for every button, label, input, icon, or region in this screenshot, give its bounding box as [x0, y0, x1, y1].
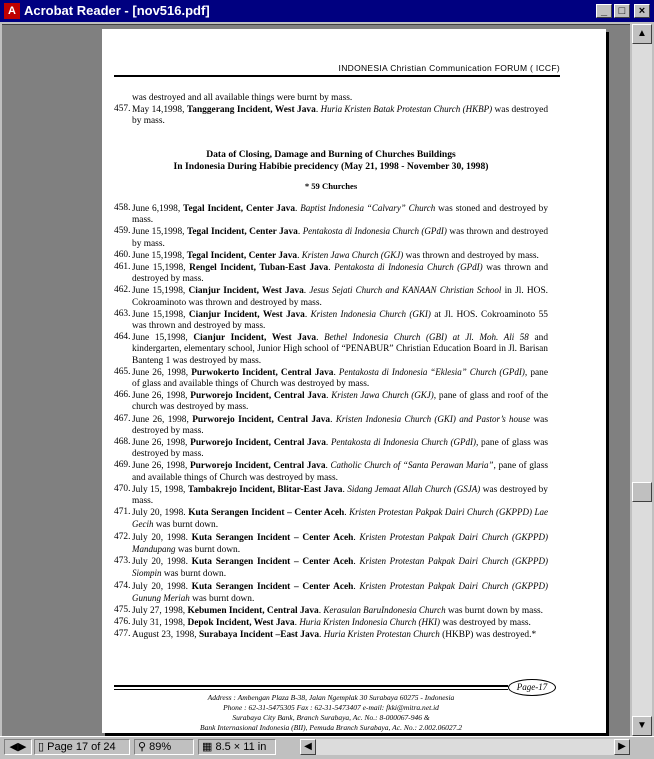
entry-incident: Kuta Serangen Incident – Center Aceh	[191, 532, 354, 543]
entry-text	[132, 262, 548, 285]
list-item	[114, 507, 548, 531]
section-title-line-1: Data of Closing, Damage and Burning of Churches Buildings	[206, 149, 456, 160]
entry-text	[132, 437, 548, 460]
page-nav-arrows[interactable]	[4, 739, 32, 755]
entry-church: Kristen Indonesia Church (GKI) and Pastor’s house	[335, 413, 530, 424]
entry-date: June 15,1998,	[132, 309, 189, 320]
entry-number: 464.	[114, 332, 131, 343]
entry-rest: was destroyed by mass.	[132, 105, 549, 127]
list-item	[114, 285, 548, 308]
list-item	[114, 332, 548, 367]
entry-rest: (HKBP) was destroyed.*	[439, 630, 537, 641]
footer-rule-thin	[114, 689, 508, 690]
entry-text	[132, 285, 548, 308]
window-title: Acrobat Reader - [nov516.pdf]	[24, 3, 210, 18]
entry-date: May 14,1998,	[132, 105, 187, 116]
entry-church: Baptist Indonesia “Calvary” Church	[300, 203, 436, 213]
entry-church: Kerasulan BaruIndonesia Church	[323, 604, 446, 615]
entry-number: 473.	[114, 556, 131, 567]
entry-text	[132, 332, 548, 367]
entry-incident: Purwokerto Incident, Central Java	[191, 367, 334, 378]
entry-rest: was burnt down.	[175, 544, 241, 555]
entry-text	[132, 556, 548, 580]
entry-incident: Cianjur Incident, West Java	[188, 286, 304, 297]
entry-text	[132, 309, 548, 332]
entry-number: 465.	[114, 366, 131, 377]
entry-sep: .	[344, 508, 350, 519]
entry-date: June 15,1998,	[132, 286, 189, 297]
entries-list	[114, 203, 548, 642]
entry-rest: , pane of glass was destroyed by mass.	[132, 438, 548, 460]
entry-date: June 15,1998,	[132, 263, 190, 274]
entry-incident: Kuta Serangen Incident – Center Aceh	[188, 508, 345, 519]
entry-number: 475.	[114, 604, 131, 615]
entry-text	[132, 460, 548, 483]
scroll-left-icon[interactable]: ◀	[300, 739, 316, 755]
list-item	[114, 367, 548, 390]
entry-rest: was thrown and destroyed by mass.	[132, 227, 549, 249]
footer-contact: Phone : 62-31-5475305 Fax : 62-31-5473407 e-mail: fkki@mitra.net.id	[223, 703, 439, 712]
entry-sep: .	[326, 391, 332, 402]
entry-rest: , pane of glass and available things of Church was destroyed by mass.	[132, 367, 549, 390]
entry-date: July 31, 1998,	[132, 618, 188, 629]
entry-incident: Kuta Serangen Incident – Center Aceh	[191, 581, 354, 592]
entry-incident: Tegal Incident, Center Java	[186, 227, 298, 238]
zoom-indicator[interactable]	[134, 739, 194, 755]
list-item	[114, 390, 548, 413]
entry-number: 468.	[114, 437, 131, 448]
entry-number: 474.	[114, 580, 131, 591]
entry-church: Kristen Indonesia Church (GKI)	[310, 308, 431, 319]
entry-text	[132, 203, 548, 226]
vertical-scrollbar[interactable]	[632, 24, 652, 736]
entry-sep: .	[316, 333, 325, 344]
entry-rest: was destroyed by mass.	[439, 618, 531, 629]
entry-date: June 26, 1998,	[132, 461, 190, 472]
entry-text	[132, 605, 548, 617]
list-item	[114, 605, 548, 617]
entry-incident: Tegal Incident, Center Java	[186, 250, 298, 261]
list-item	[114, 460, 548, 483]
entry-incident: Tanggerang Incident, West Java	[186, 105, 316, 116]
entry-rest: was destroyed by mass.	[132, 414, 548, 436]
entry-church: Kristen Protestan Pakpak Dairi Church (GKPPD) Gunung Meriah	[132, 580, 548, 603]
entry-incident: Surabaya Incident –East Java	[198, 630, 320, 641]
horizontal-scrollbar[interactable]	[300, 739, 630, 755]
entry-rest: was stoned and destroyed by mass.	[132, 204, 549, 226]
entry-incident: Cianjur Incident, West Java	[193, 333, 317, 344]
entry-church: Huria Kristen Protestan Church	[323, 629, 440, 640]
entry-church: Kristen Jawa Church (GKJ)	[301, 249, 404, 260]
entry-text	[132, 629, 548, 641]
list-item	[114, 617, 548, 629]
page-badge: Page-17	[508, 679, 556, 696]
entry-text	[132, 484, 548, 507]
entry-church: Jesus Sejati Church and KANAAN Christian School	[309, 285, 502, 296]
title-bar	[0, 0, 654, 22]
list-item	[114, 581, 548, 605]
list-item	[114, 262, 548, 285]
list-item	[114, 556, 548, 580]
page-size-indicator[interactable]	[198, 739, 276, 755]
entry-text	[132, 390, 548, 413]
entry-incident: Purworejo Incident, Central Java	[190, 391, 327, 402]
entry-date: July 20, 1998.	[132, 532, 192, 543]
entry-date: July 20, 1998.	[132, 508, 189, 519]
entry-church: Pentakosta di Indonesia Church (GPdI)	[334, 262, 483, 273]
page-header: INDONESIA Christian Communication FORUM ( ICCF)	[338, 63, 560, 73]
entry-rest: was burnt down.	[189, 593, 255, 604]
entry-sep: .	[342, 484, 348, 495]
entry-incident: Tegal Incident, Center Java	[183, 204, 296, 214]
entry-457	[114, 104, 548, 127]
entry-church: Huria Kristen Indonesia Church (HKI)	[299, 617, 440, 628]
scroll-up-icon[interactable]: ▲	[632, 24, 652, 44]
scroll-right-icon[interactable]: ▶	[614, 739, 630, 755]
entry-date: June 15,1998,	[132, 333, 194, 344]
list-item	[114, 309, 548, 332]
entry-sep: .	[319, 630, 324, 641]
section-heading	[114, 149, 548, 193]
entry-sep: .	[353, 581, 360, 592]
entry-church: Kristen Protestan Pakpak Dairi Church (GKPPD) Lae Gecih	[132, 507, 548, 530]
entry-sep: .	[304, 309, 311, 320]
status-bar	[0, 736, 654, 759]
entry-date: June 6,1998,	[132, 204, 184, 214]
entry-church: Catholic Church of “Santa Perawan Maria”	[330, 460, 494, 471]
entry-date: July 20, 1998.	[132, 581, 192, 592]
entry-date: August 23, 1998,	[132, 630, 199, 641]
entry-date: July 20, 1998.	[132, 557, 192, 568]
maximize-icon[interactable]: □	[614, 4, 630, 18]
page-indicator[interactable]	[34, 739, 130, 755]
entry-number: 471.	[114, 507, 131, 518]
list-item	[114, 532, 548, 556]
entry-date: June 26, 1998,	[132, 414, 193, 425]
entry-rest: was thrown and destroyed by mass.	[403, 250, 539, 261]
entry-number: 457.	[114, 104, 131, 115]
entry-incident: Cianjur Incident, West Java	[188, 309, 305, 320]
entry-church: Pentakosta di Indonesia “Eklesia” Church (GPdI)	[338, 366, 525, 377]
list-item	[114, 484, 548, 507]
list-item	[114, 203, 548, 226]
entry-text	[132, 617, 548, 629]
entry-church: Huria Kristen Batak Protestan Church (HKBP)	[320, 104, 493, 115]
minimize-icon[interactable]: _	[596, 4, 612, 18]
entry-number: 467.	[114, 413, 131, 424]
continuation-line: was destroyed and all available things were burnt by mass.	[132, 93, 353, 103]
entry-incident: Tambakrejo Incident, Blitar-East Java	[187, 484, 343, 495]
entry-rest: , pane of glass and roof of the church was destroyed by mass.	[132, 391, 548, 413]
entry-date: June 26, 1998,	[132, 391, 191, 402]
entry-church: Pentakosta di Indonesia Church (GPdI)	[302, 226, 447, 237]
list-item	[114, 437, 548, 460]
entry-sep: .	[325, 461, 331, 472]
footer-rule	[114, 685, 508, 687]
entry-rest: was destroyed by mass.	[132, 484, 548, 507]
entry-number: 477.	[114, 629, 131, 640]
entry-date: June 26, 1998,	[132, 438, 191, 449]
entry-church: Pentakosta di Indonesia Church (GPdI)	[330, 437, 477, 448]
entry-church: Bethel Indonesia Church (GBI) at Jl. Moh. Ali 58	[324, 332, 529, 343]
entry-sep: .	[294, 618, 300, 629]
page-size-label: 8.5 × 11 in	[215, 741, 267, 753]
entry-sep: .	[318, 605, 324, 616]
entry-text	[132, 226, 548, 249]
entry-number: 469.	[114, 460, 131, 471]
magnifier-icon: ⚲	[138, 741, 150, 753]
top-continuation	[114, 93, 548, 128]
entry-date: June 15,1998,	[132, 227, 187, 238]
section-title-line-2: In Indonesia During Habibie precidency (May 21, 1998 - November 30, 1998)	[173, 160, 489, 172]
entry-rest: was burnt down by mass.	[445, 605, 543, 616]
pdf-page	[102, 29, 606, 733]
entry-number: 472.	[114, 531, 131, 542]
entry-number: 466.	[114, 390, 131, 401]
entry-date: July 15, 1998,	[132, 484, 188, 495]
entry-church: Kristen Protestan Pakpak Dairi Church (GKPPD) Mandupang	[132, 531, 548, 554]
entry-incident: Purworejo Incident, Central Java	[189, 461, 326, 472]
entry-number: 462.	[114, 285, 131, 296]
entry-text	[132, 367, 548, 390]
entry-number: 458.	[114, 203, 131, 213]
page-footer	[114, 693, 548, 733]
acrobat-icon[interactable]: A	[4, 3, 20, 19]
entry-number: 459.	[114, 226, 131, 237]
footer-bank-1: Surabaya City Bank, Branch Surabaya, Ac. No.: 8-000067-946 &	[232, 713, 430, 722]
document-viewport[interactable]	[2, 24, 630, 737]
entry-date: July 27, 1998,	[132, 605, 188, 616]
entry-text	[132, 414, 548, 437]
entry-rest: in Jl. HOS. Cokroaminoto was thrown and destroyed by mass.	[132, 286, 549, 308]
entry-number: 463.	[114, 308, 131, 319]
entry-sep: .	[353, 557, 360, 568]
entry-date: June 26, 1998,	[132, 367, 192, 378]
entry-sep: .	[295, 204, 301, 214]
entry-text	[132, 250, 548, 262]
entry-incident: Depok Incident, West Java	[187, 618, 295, 629]
entry-incident: Kebumen Incident, Central Java	[187, 605, 319, 616]
list-item	[114, 250, 548, 262]
entry-rest: and kindergarten, elementary school, Junior High school of “PENABUR” Christian Education Board in Jl. Barisan Banteng 1 was destroyed by mass.	[132, 333, 549, 366]
entry-rest: was burnt down.	[161, 569, 227, 580]
entry-sep: .	[353, 532, 360, 543]
footer-bank-2: Bank Internasional Indonesia (BII), Pemuda Branch Surabaya, Ac. No.: 2.002.06027.2	[200, 723, 462, 732]
next-page-icon[interactable]: ▶	[18, 741, 27, 753]
footer-address: Address : Ambengan Plaza B-38, Jalan Ngemplak 30 Surabaya 60275 - Indonesia	[207, 693, 455, 702]
entry-sep: .	[328, 263, 335, 274]
entry-sep: .	[333, 367, 339, 378]
zoom-label: 89%	[149, 741, 172, 753]
entry-number: 470.	[114, 483, 131, 494]
list-item	[114, 226, 548, 249]
page-icon: ▯	[38, 741, 48, 753]
entry-sep: .	[330, 414, 336, 425]
scroll-thumb[interactable]	[632, 482, 652, 502]
entry-incident: Purworejo Incident, Central Java	[192, 414, 331, 425]
entry-number: 476.	[114, 617, 131, 628]
page-label: Page 17 of 24	[47, 741, 116, 753]
entry-incident: Kuta Serangen Incident – Center Aceh	[191, 557, 354, 568]
scroll-down-icon[interactable]: ▼	[632, 716, 652, 736]
entry-church: Sidang Jemaat Allah Church (GSJA)	[347, 483, 481, 494]
entry-incident: Rengel Incident, Tuban-East Java	[189, 263, 329, 274]
entry-rest: , pane of glass and available things of Church was destroyed by mass.	[132, 461, 548, 483]
entry-sep: .	[315, 105, 321, 116]
list-item	[114, 414, 548, 437]
header-rule	[114, 75, 560, 77]
entry-number: 461.	[114, 262, 131, 273]
entry-church: Kristen Protestan Pakpak Dairi Church (GKPPD) Siompin	[132, 556, 548, 579]
entry-rest: at Jl. HOS. Cokroaminoto 55 was thrown and destroyed by mass.	[132, 309, 548, 332]
entry-incident: Purworejo Incident, Central Java	[190, 438, 326, 449]
entry-text	[132, 581, 548, 605]
entry-rest: was thrown and destroyed by mass.	[132, 263, 549, 285]
entry-sep: .	[303, 286, 310, 297]
entry-number: 460.	[114, 249, 131, 260]
entry-text	[132, 507, 548, 531]
entry-text	[132, 104, 548, 127]
entry-sep: .	[297, 250, 302, 261]
list-item	[114, 629, 548, 641]
entry-sep: .	[297, 227, 303, 238]
entry-date: June 15,1998,	[132, 250, 187, 261]
section-count: * 59 Churches	[304, 181, 358, 192]
page-size-icon: ▦	[202, 741, 216, 753]
entry-rest: was burnt down.	[153, 520, 219, 531]
entry-church: Kristen Jawa Church (GKJ)	[331, 390, 434, 401]
entry-sep: .	[325, 438, 331, 449]
prev-page-icon[interactable]: ◀	[9, 741, 18, 753]
close-icon[interactable]: ×	[634, 4, 650, 18]
entry-text	[132, 532, 548, 556]
